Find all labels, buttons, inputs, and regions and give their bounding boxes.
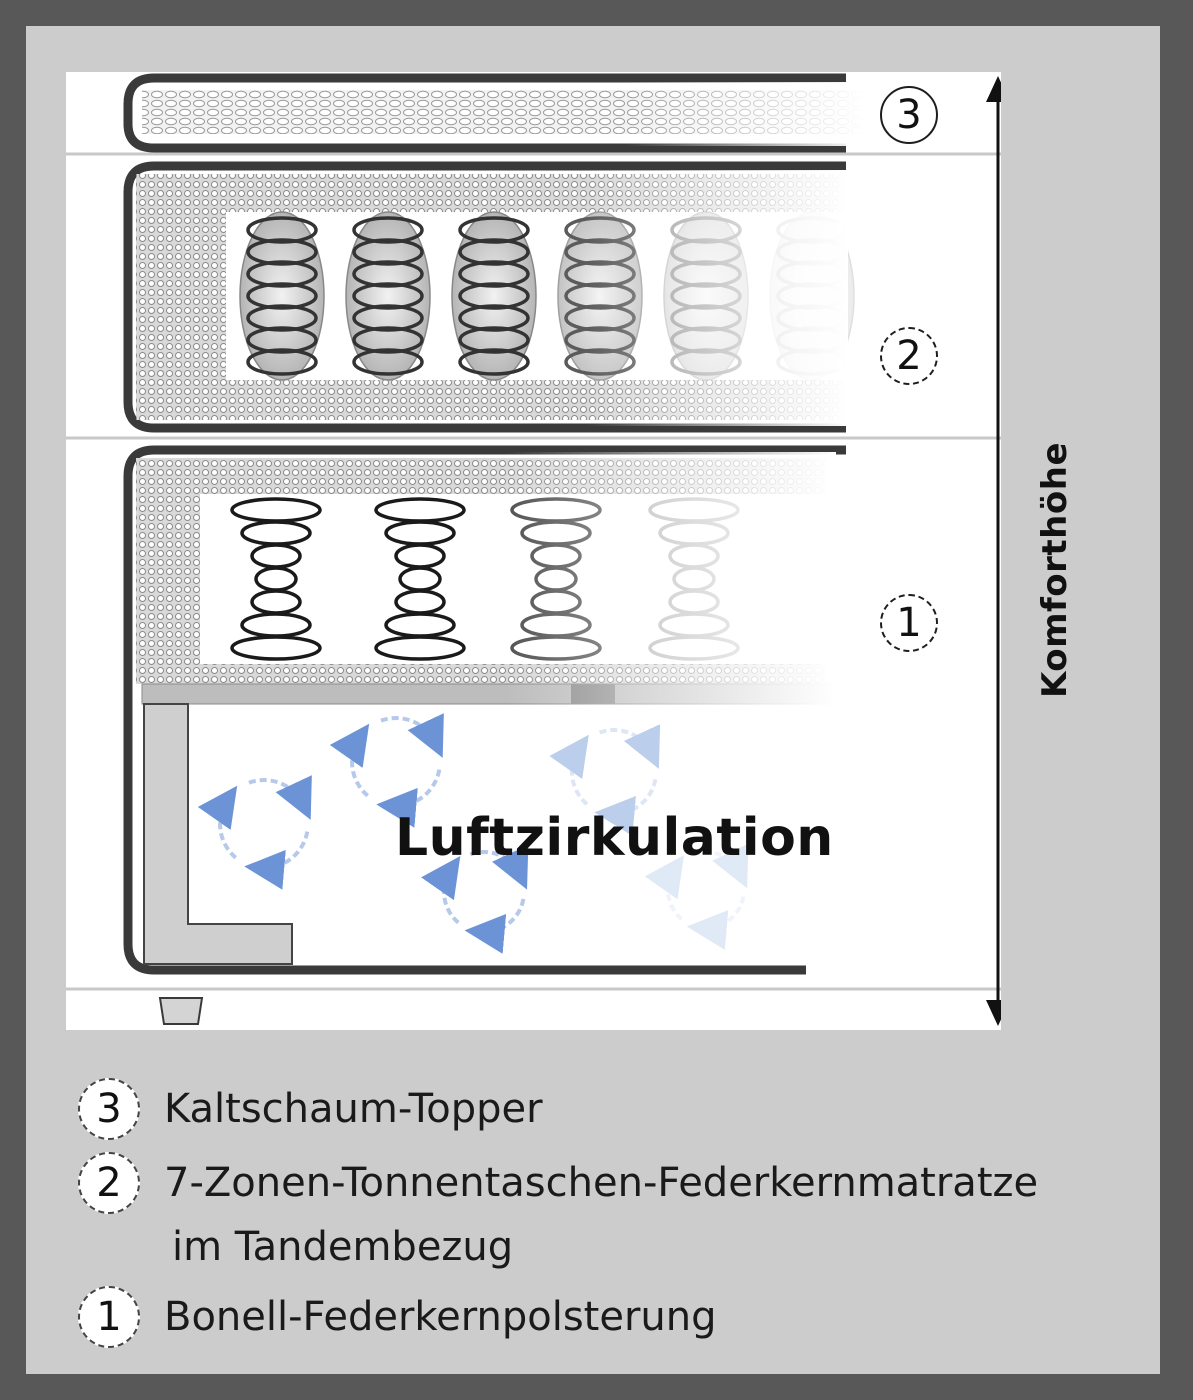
legend-text: Bonell-Federkernpolsterung — [164, 1294, 717, 1340]
pocket-spring — [452, 212, 536, 380]
bonell-box-layer — [128, 450, 846, 970]
legend-item-box — [78, 1286, 717, 1348]
legend-number-badge: 1 — [78, 1286, 140, 1348]
bed-foot — [160, 998, 202, 1024]
box-number-badge: 1 — [880, 594, 938, 652]
legend-text-continuation: im Tandembezug — [172, 1224, 514, 1270]
pocket-spring — [240, 212, 324, 380]
air-arrow-circle — [572, 730, 655, 814]
air-circulation-label: Luftzirkulation — [395, 808, 834, 868]
pocket-spring — [346, 212, 430, 380]
legend-item-topper — [78, 1078, 543, 1140]
height-arrow — [986, 76, 1001, 1026]
air-arrow-circle — [352, 718, 439, 806]
air-arrow-circle — [220, 780, 307, 868]
topper-layer — [128, 78, 866, 148]
layer-drawing — [66, 72, 1001, 1030]
pocket-spring-mattress-layer — [128, 166, 854, 428]
topper-number-badge: 3 — [880, 86, 938, 144]
legend-text: Kaltschaum-Topper — [164, 1086, 543, 1132]
legend-text: 7-Zonen-Tonnentaschen-Federkernmatratze — [164, 1160, 1039, 1206]
legend-number-badge: 3 — [78, 1078, 140, 1140]
comfort-height-label: Komforthöhe — [1035, 441, 1075, 699]
legend-item-mattress — [78, 1152, 1038, 1214]
legend-number-badge: 2 — [78, 1152, 140, 1214]
boxspring-diagram — [66, 72, 1001, 1030]
mattress-number-badge: 2 — [880, 327, 938, 385]
